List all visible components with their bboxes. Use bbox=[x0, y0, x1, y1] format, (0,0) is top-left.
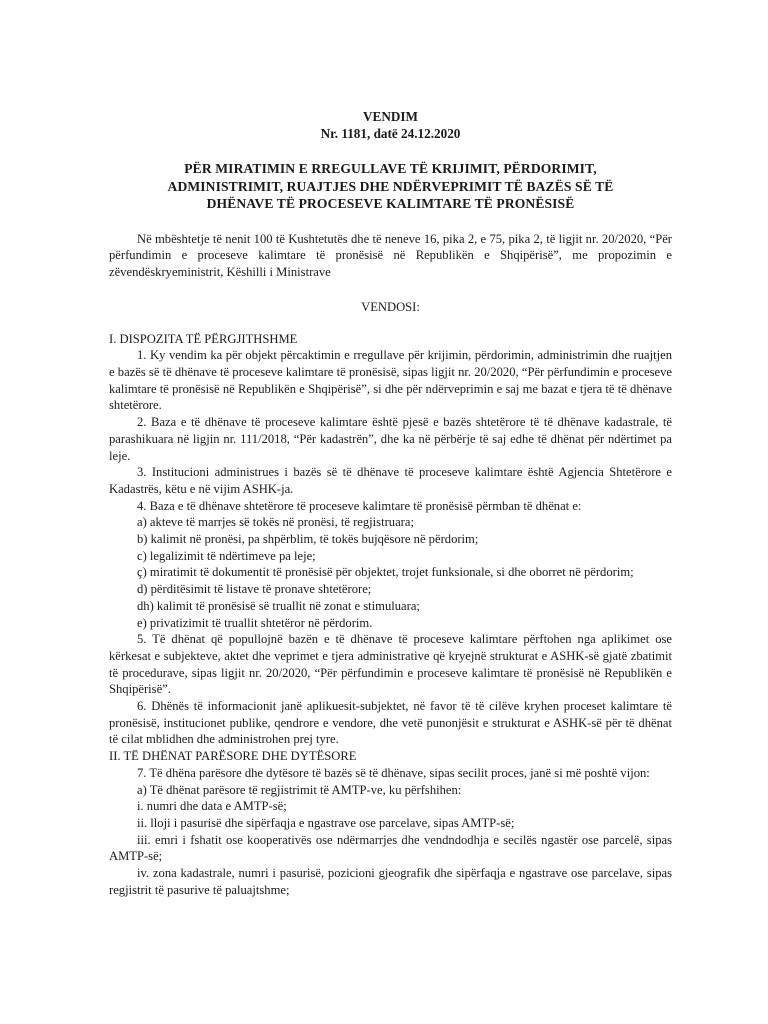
preamble-paragraph: Në mbështetje të nenit 100 të Kushtetutës dhe të neneve 16, pika 2, e 75, pika 2, të ligjit nr. 20/2020, “Për përfundimin e proceseve kalimtare të pronësisë në Republikën e Shqipërisë”, me propozimin e zëvendëskryeministrit, Këshilli i Ministrave bbox=[109, 231, 672, 280]
list-item: a) akteve të marrjes së tokës në pronësi, të regjistruara; bbox=[137, 515, 414, 530]
list-item: d) përditësimit të listave të pronave shtetërore; bbox=[137, 582, 372, 597]
article-5: 5. Të dhënat që popullojnë bazën e të dhënave të proceseve kalimtare përftohen nga aplikimet ose kërkesat e subjekteve, aktet dhe veprimet e tjera administrative që kryejnë strukturat e ASHK-së gjatë zbatimit të procedurave, sipas ligjit nr. 20/2020, “Për përfundimin e proceseve kalimtare të pronësisë në Republikën e Shqipërisë”. bbox=[109, 632, 672, 697]
title-block bbox=[109, 108, 672, 213]
document-number: Nr. 1181, datë 24.12.2020 bbox=[320, 126, 461, 141]
list-item: dh) kalimit të pronësisë së truallit në zonat e stimuluara; bbox=[137, 598, 420, 613]
list-item: iii. emri i fshatit ose kooperativës ose ndërmarrjes dhe vendndodhja e secilës ngastër ose parcelë, sipas AMTP-së; bbox=[109, 832, 672, 864]
document-subject bbox=[109, 160, 672, 213]
article-1: 1. Ky vendim ka për objekt përcaktimin e rregullave për krijimin, përdorimin, administrimin dhe ruajtjen e bazës së të dhënave të proceseve kalimtare të pronësisë, sipas ligjit nr. 20/2020, “Për përfundimin e proceseve kalimtare të pronësisë në Republikën e Shqipërisë”, si dhe për ndërveprimin e saj me bazat e tjera të të dhënave shtetërore. bbox=[109, 348, 672, 413]
article-4: 4. Baza e të dhënave shtetërore të proceseve kalimtare të pronësisë përmban të dhënat e: bbox=[137, 498, 582, 513]
section-heading-general-provisions: I. DISPOZITA TË PËRGJITHSHME bbox=[109, 331, 298, 346]
article-2: 2. Baza e të dhënave të proceseve kalimtare është pjesë e bazës shtetërore të të dhënave kadastrale, të parashikuara në ligjin nr. 111/2018, “Për kadastrën”, dhe ka në përbërje të saj edhe të dhënat për ndërtimet pa leje. bbox=[109, 415, 672, 463]
list-item: e) privatizimit të truallit shtetëror në përdorim. bbox=[137, 615, 373, 630]
subject-line: ADMINISTRIMIT, RUAJTJES DHE NDËRVEPRIMIT TË BAZËS SË TË bbox=[167, 178, 614, 194]
subject-line: DHËNAVE TË PROCESEVE KALIMTARE TË PRONËSISË bbox=[206, 196, 575, 212]
list-item: ç) miratimit të dokumentit të pronësisë për objektet, trojet funksionale, si dhe oborret në përdorim; bbox=[137, 565, 634, 580]
list-item: b) kalimit në pronësi, pa shpërblim, të tokës bujqësore në përdorim; bbox=[137, 532, 479, 547]
article-7-point-a: a) Të dhënat parësore të regjistrimit të AMTP-ve, ku përfshihen: bbox=[137, 782, 462, 797]
document-title: VENDIM bbox=[363, 109, 418, 124]
decides-heading: VENDOSI: bbox=[361, 299, 420, 314]
list-item: ii. lloji i pasurisë dhe sipërfaqja e ngastrave ose parcelave, sipas AMTP-së; bbox=[137, 815, 515, 830]
list-item: c) legalizimit të ndërtimeve pa leje; bbox=[137, 548, 316, 563]
list-item: iv. zona kadastrale, numri i pasurisë, pozicioni gjeografik dhe sipërfaqja e ngastrave ose parcelave, sipas regjistrit të pasurive të paluajtshme; bbox=[109, 866, 672, 897]
subject-line: PËR MIRATIMIN E RREGULLAVE TË KRIJIMIT, PËRDORIMIT, bbox=[184, 161, 597, 176]
list-item: i. numri dhe data e AMTP-së; bbox=[137, 799, 287, 814]
article-6: 6. Dhënës të informacionit janë aplikuesit-subjektet, në favor të të cilëve kryhen proceset kalimtare të pronësisë, institucionet publike, qendrore e vendore, dhe vetë punonjësit e strukturat e ASHK-së për të dhënat të cilat mblidhen dhe administrohen prej tyre. bbox=[109, 699, 672, 747]
article-3: 3. Institucioni administrues i bazës së të dhënave të proceseve kalimtare është Agjencia Shtetërore e Kadastrës, këtu e në vijim ASHK-ja. bbox=[109, 465, 672, 496]
article-7: 7. Të dhëna parësore dhe dytësore të bazës së të dhënave, sipas secilit proces, janë si më poshtë vijon: bbox=[137, 765, 650, 780]
section-heading-primary-secondary-data: II. TË DHËNAT PARËSORE DHE DYTËSORE bbox=[109, 749, 357, 764]
